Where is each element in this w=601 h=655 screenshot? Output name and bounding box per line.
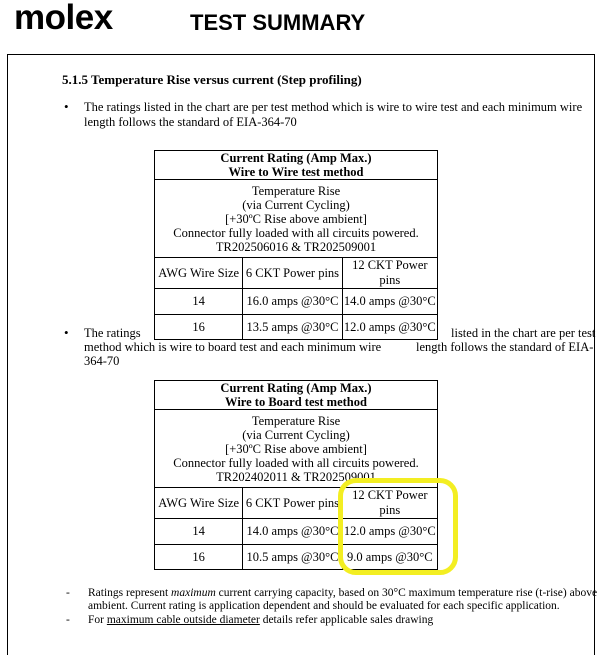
bullet-dot: • [64, 325, 69, 341]
wire-to-wire-table [154, 150, 438, 340]
table-row [155, 315, 438, 340]
bullet1-line1: The ratings listed in the chart are per test method which is wire to wire test and each minimum wire [84, 100, 582, 115]
table2-col-awg: AWG Wire Size [155, 488, 243, 519]
table2-title-line2: Wire to Board test method [155, 395, 437, 409]
bullet1-text [84, 100, 582, 130]
table2-desc-line: TR202402011 & TR202509001 [155, 470, 437, 484]
table2-col-12ckt: 12 CKT Power pins [342, 488, 437, 519]
bullet2-part2: listed in the chart are per test [451, 326, 595, 341]
table2-title [155, 381, 438, 410]
table-cell: 16.0 amps @30°C [243, 289, 342, 315]
table-cell: 16 [155, 315, 243, 340]
bullet1-line2: length follows the standard of EIA-364-70 [84, 115, 582, 130]
molex-logo [14, 0, 119, 38]
table1-title [155, 151, 438, 180]
table1-title-line1: Current Rating (Amp Max.) [155, 151, 437, 165]
dash-bullet: - [66, 587, 70, 600]
page-header [0, 0, 601, 48]
table-cell: 14 [155, 519, 243, 545]
table-cell: 12.0 amps @30°C [342, 315, 437, 340]
section-title: 5.1.5 Temperature Rise versus current (Step profiling) [62, 72, 362, 88]
table-cell: 14 [155, 289, 243, 315]
note-1 [88, 587, 597, 613]
bullet2-part3: method which is wire to board test and each minimum wire [84, 340, 381, 355]
table2-desc-line: (via Current Cycling) [155, 428, 437, 442]
table1-desc-line: [+30ºC Rise above ambient] [155, 212, 437, 226]
note1-line2: ambient. Current rating is application dependent and should be evaluated for each specific application. [88, 600, 597, 613]
yellow-highlight-mark [338, 478, 458, 575]
bullet-dot: • [64, 99, 69, 115]
table1-col-6ckt: 6 CKT Power pins [243, 258, 342, 289]
logo-text: molex [14, 0, 113, 37]
table2-description [155, 410, 438, 488]
table1-desc-line: TR202506016 & TR202509001 [155, 240, 437, 254]
table1-desc-line: (via Current Cycling) [155, 198, 437, 212]
table-cell: 13.5 amps @30°C [243, 315, 342, 340]
note2-text-a: For [88, 614, 107, 626]
note1-text-c: current carrying capacity, based on 30°C maximum temperature rise (t-rise) above [216, 587, 597, 599]
table1-description [155, 180, 438, 258]
table2-col-6ckt: 6 CKT Power pins [243, 488, 342, 519]
table1-desc-line: Connector fully loaded with all circuits powered. [155, 226, 437, 240]
note1-text-a: Ratings represent [88, 587, 171, 599]
table2-desc-line: Temperature Rise [155, 414, 437, 428]
dash-bullet: - [66, 614, 70, 627]
bullet2-part4: length follows the standard of EIA- [416, 340, 593, 355]
table-cell: 9.0 amps @30°C [342, 545, 437, 570]
table2-desc-line: [+30ºC Rise above ambient] [155, 442, 437, 456]
table2-title-line1: Current Rating (Amp Max.) [155, 381, 437, 395]
table1-title-line2: Wire to Wire test method [155, 165, 437, 179]
table-cell: 14.0 amps @30°C [342, 289, 437, 315]
note-2 [88, 614, 433, 627]
document-title: TEST SUMMARY [190, 10, 365, 36]
table-cell: 16 [155, 545, 243, 570]
table-row [155, 289, 438, 315]
bullet2-part5: 364-70 [84, 354, 119, 369]
table2-desc-line: Connector fully loaded with all circuits powered. [155, 456, 437, 470]
note2-underlined: maximum cable outside diameter [107, 614, 260, 626]
table1-col-awg: AWG Wire Size [155, 258, 243, 289]
table-cell: 10.5 amps @30°C [243, 545, 342, 570]
note2-text-c: details refer applicable sales drawing [260, 614, 433, 626]
table1-col-12ckt: 12 CKT Power pins [342, 258, 437, 289]
bullet2-part1: The ratings [84, 326, 141, 341]
note1-emphasis: maximum [171, 587, 216, 599]
table-cell: 12.0 amps @30°C [342, 519, 437, 545]
table1-desc-line: Temperature Rise [155, 184, 437, 198]
table-cell: 14.0 amps @30°C [243, 519, 342, 545]
